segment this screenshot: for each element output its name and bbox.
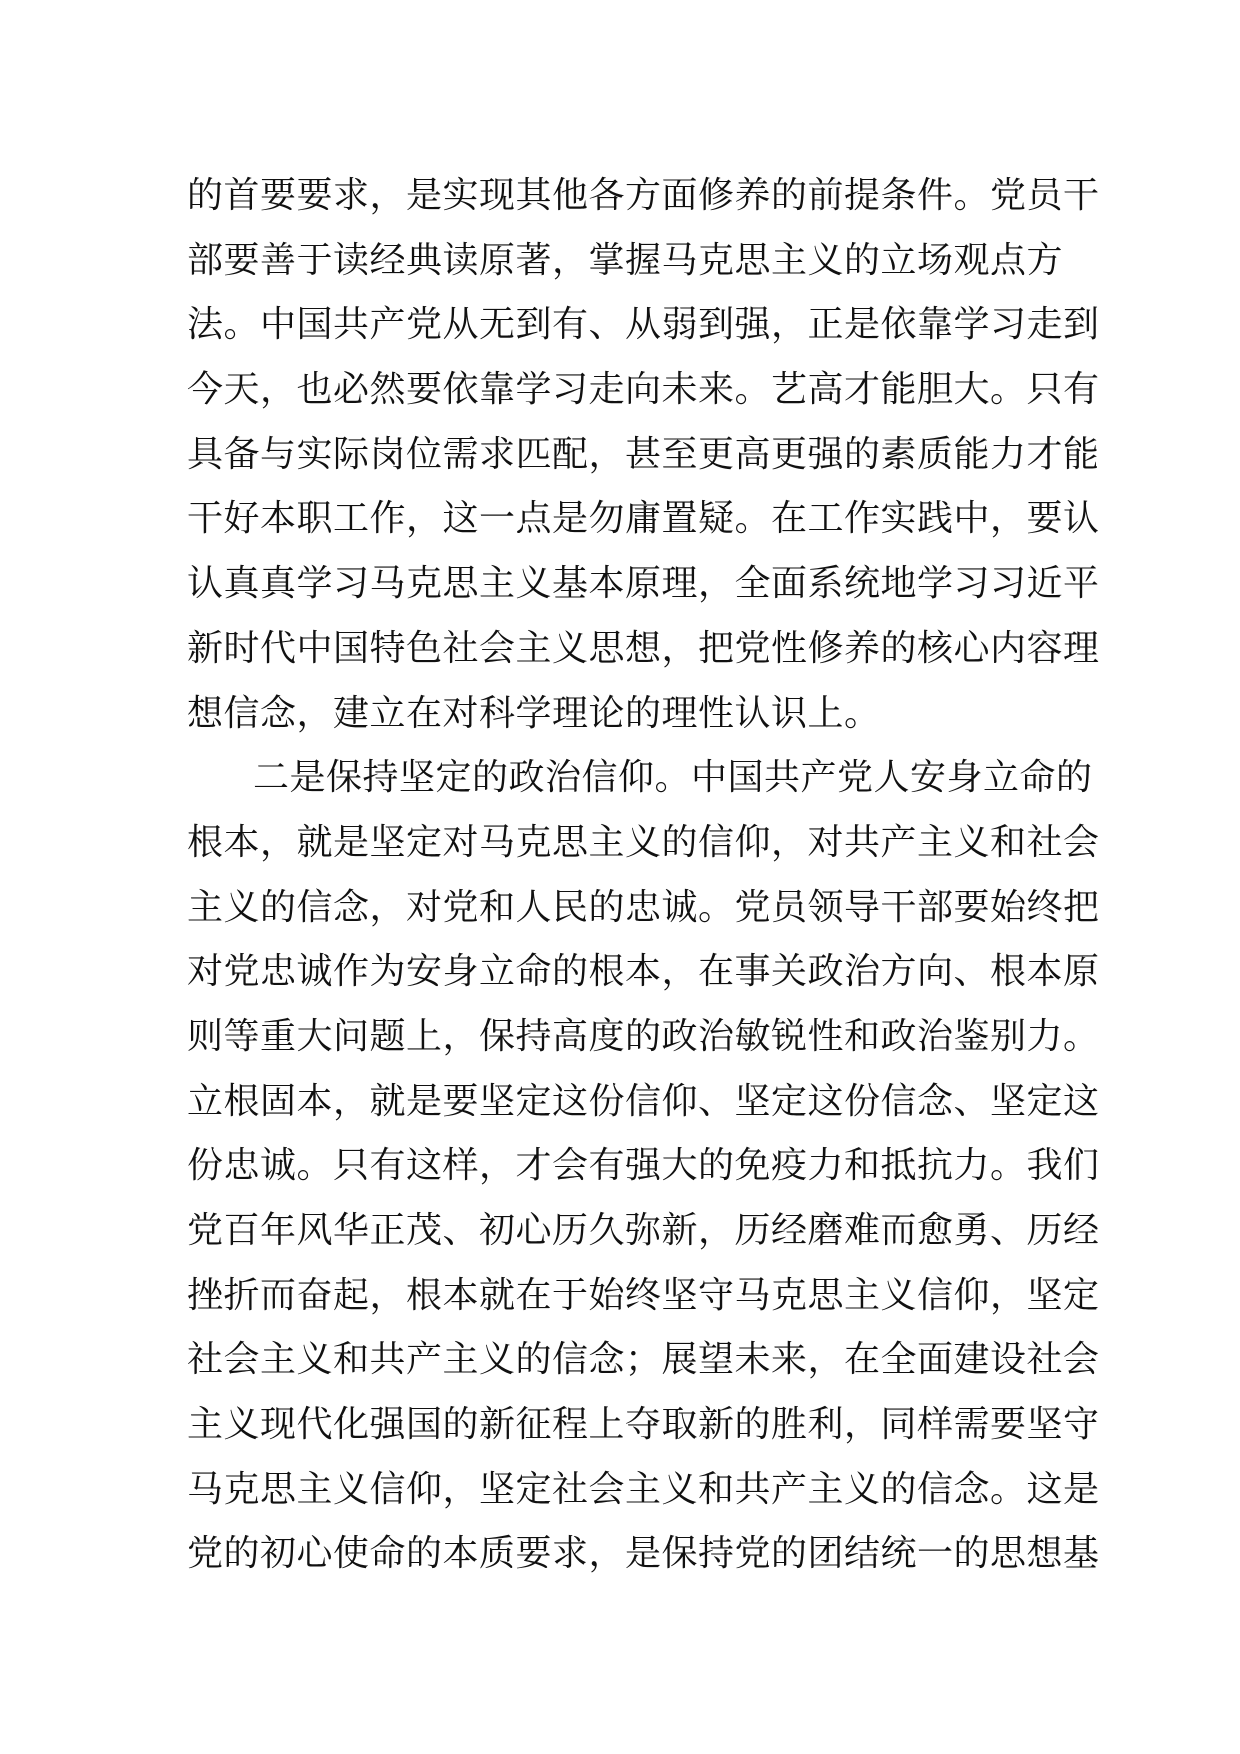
paragraph-start-line: 二是保持坚定的政治信仰。中国共产党人安身立命的: [253, 757, 1093, 799]
body-text: [187, 164, 1100, 1587]
text-line: 干好本职工作，这一点是勿庸置疑。在工作实践中，要认: [187, 498, 1100, 540]
text-line: 主义现代化强国的新征程上夺取新的胜利，同样需要坚守: [187, 1404, 1100, 1446]
text-line: 社会主义和共产主义的信念；展望未来，在全面建设社会: [187, 1339, 1100, 1381]
text-line: 党百年风华正茂、初心历久弥新，历经磨难而愈勇、历经: [187, 1210, 1100, 1251]
text-line: 党的初心使命的本质要求，是保持党的团结统一的思想基: [187, 1533, 1100, 1575]
text-line: 今天，也必然要依靠学习走向未来。艺高才能胆大。只有: [187, 369, 1100, 411]
text-line: 立根固本，就是要坚定这份信仰、坚定这份信念、坚定这: [187, 1080, 1100, 1122]
text-line: 具备与实际岗位需求匹配，甚至更高更强的素质能力才能: [187, 433, 1100, 475]
text-line: 法。中国共产党从无到有、从弱到强，正是依靠学习走到: [187, 304, 1100, 346]
text-line: 马克思主义信仰，坚定社会主义和共产主义的信念。这是: [187, 1468, 1100, 1510]
text-line: 份忠诚。只有这样，才会有强大的免疫力和抵抗力。我们: [187, 1145, 1100, 1187]
text-line: 则等重大问题上，保持高度的政治敏锐性和政治鉴别力。: [187, 1015, 1100, 1057]
text-line: 挫折而奋起，根本就在于始终坚守马克思主义信仰，坚定: [187, 1274, 1100, 1316]
text-line: 根本，就是坚定对马克思主义的信仰，对共产主义和社会: [187, 821, 1100, 863]
text-line: 新时代中国特色社会主义思想，把党性修养的核心内容理: [187, 627, 1100, 669]
text-line: 想信念，建立在对科学理论的理性认识上。: [187, 692, 881, 734]
text-line: 对党忠诚作为安身立命的根本，在事关政治方向、根本原: [187, 951, 1100, 993]
text-line: 认真真学习马克思主义基本原理，全面系统地学习习近平: [187, 563, 1100, 605]
text-line: 部要善于读经典读原著，掌握马克思主义的立场观点方: [187, 239, 1064, 281]
text-line: 的首要要求，是实现其他各方面修养的前提条件。党员干: [187, 175, 1100, 216]
text-line: 主义的信念，对党和人民的忠诚。党员领导干部要始终把: [187, 886, 1100, 928]
